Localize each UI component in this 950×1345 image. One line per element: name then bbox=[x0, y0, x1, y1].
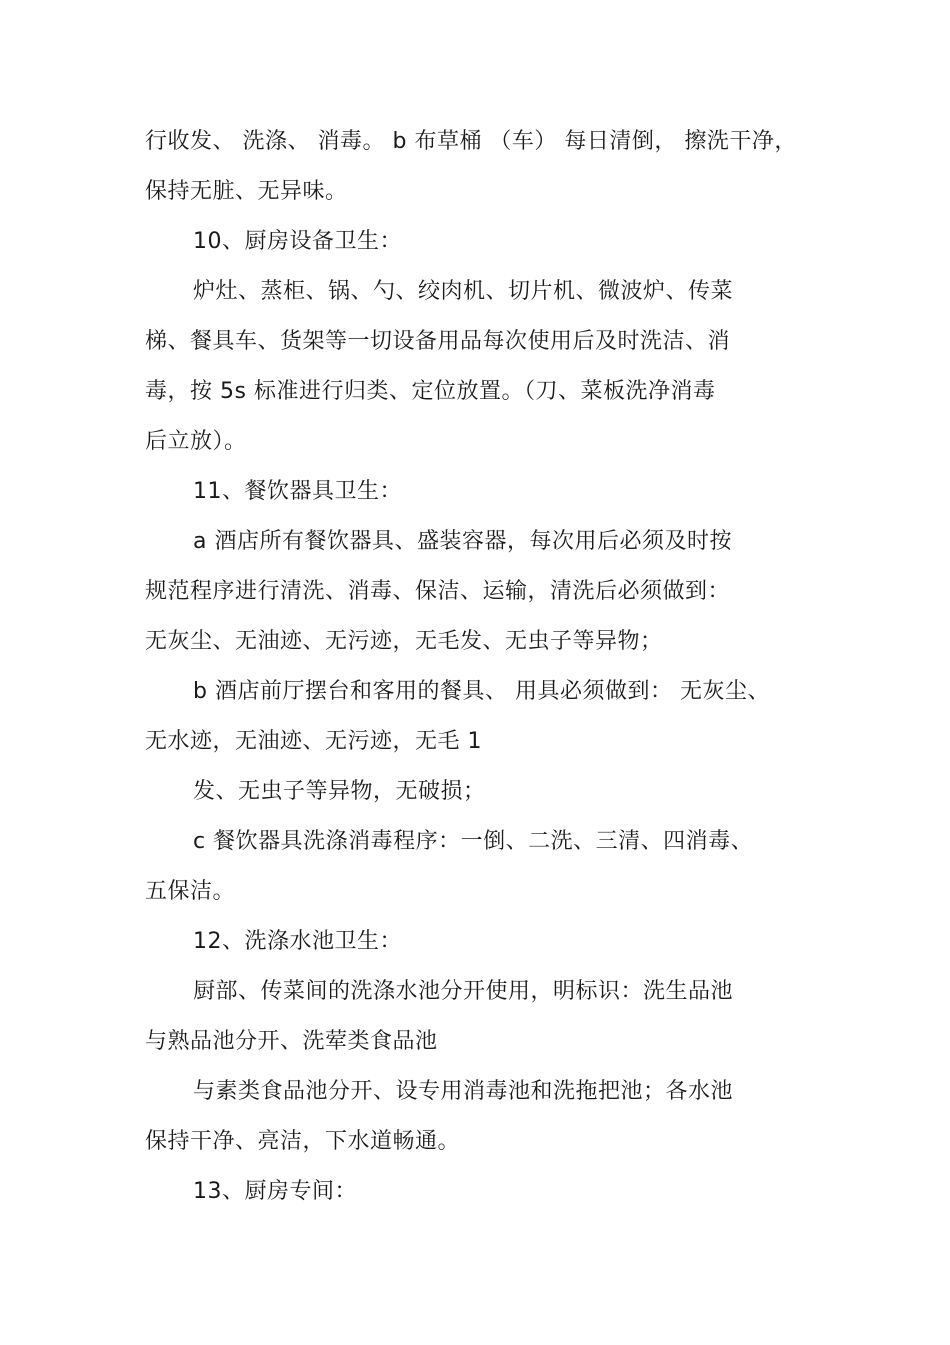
text-line-9: a 酒店所有餐饮器具、盛装容器，每次用后必须及时按 bbox=[193, 529, 732, 554]
section-heading-12: 12、洗涤水池卫生： bbox=[193, 929, 402, 954]
text-line-12: b 酒店前厅摆台和客用的餐具、 用具必须做到： 无灰尘、 bbox=[193, 679, 770, 704]
text-line-6: 毒，按 5s 标准进行归类、定位放置。（刀、菜板洗净消毒 bbox=[145, 379, 716, 404]
text-line-10: 规范程序进行清洗、消毒、保洁、运输，清洗后必须做到： bbox=[145, 579, 731, 604]
text-line-5: 梯、餐具车、货架等一切设备用品每次使用后及时洗洁、消 bbox=[145, 329, 731, 354]
text-line-20: 与素类食品池分开、设专用消毒池和洗拖把池；各水池 bbox=[193, 1079, 734, 1104]
text-line-7: 后立放）。 bbox=[145, 429, 247, 454]
text-line-2: 保持无脏、无异味。 bbox=[145, 179, 348, 204]
text-line-4: 炉灶、蒸柜、锅、勺、绞肉机、切片机、微波炉、传菜 bbox=[193, 279, 734, 304]
text-line-15: c 餐饮器具洗涤消毒程序：一倒、二洗、三清、四消毒、 bbox=[193, 829, 754, 854]
text-line-19: 与熟品池分开、洗荤类食品池 bbox=[145, 1029, 438, 1054]
text-line-21: 保持干净、亮洁，下水道畅通。 bbox=[145, 1129, 461, 1154]
text-line-14: 发、无虫子等异物，无破损； bbox=[193, 779, 486, 804]
text-line-16: 五保洁。 bbox=[145, 879, 236, 904]
text-line-1: 行收发、 洗涤、 消毒。 b 布草桶 （车） 每日清倒， 擦洗干净， bbox=[145, 129, 797, 154]
section-heading-11: 11、餐饮器具卫生： bbox=[193, 479, 402, 504]
text-line-13: 无水迹，无油迹、无污迹，无毛 1 bbox=[145, 729, 482, 754]
text-line-11: 无灰尘、无油迹、无污迹，无毛发、无虫子等异物； bbox=[145, 629, 663, 654]
section-heading-10: 10、厨房设备卫生： bbox=[193, 229, 402, 254]
text-line-18: 厨部、传菜间的洗涤水池分开使用，明标识：洗生品池 bbox=[193, 979, 734, 1004]
section-heading-13: 13、厨房专间： bbox=[193, 1179, 357, 1204]
